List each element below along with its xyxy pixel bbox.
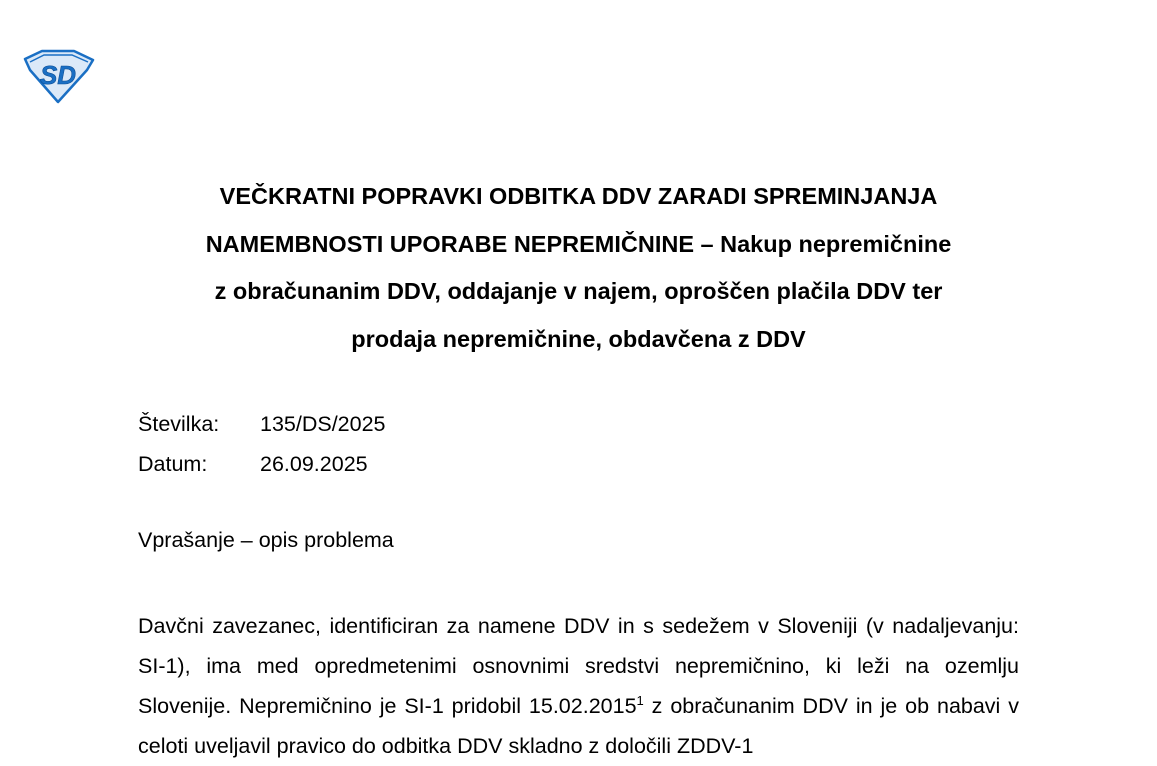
date-label: Datum: xyxy=(138,452,208,476)
body-text-part-1: Davčni zavezanec, identificiran za namene DDV in s sedežem v Sloveniji (v nadaljevanju: SI-1), ima med opredmetenimi osnovnimi sredstvi nepremičnino, ki leži na ozemlju Slovenije. Nepremičnino je SI-1 pridobil 15.02.2015 xyxy=(138,614,1019,718)
section-heading: Vprašanje – opis problema xyxy=(138,528,394,552)
body-text-part-2: z obračunanim DDV in je ob nabavi v celoti uveljavil pravico do odbitka DDV skladno z določili ZDDV-1 xyxy=(138,694,1020,758)
document-meta xyxy=(138,404,386,484)
sd-logo-icon xyxy=(22,48,96,104)
title-line-1: VEČKRATNI POPRAVKI ODBITKA DDV ZARADI SPREMINJANJA xyxy=(219,183,938,209)
number-label: Številka: xyxy=(138,412,220,436)
footnote-reference[interactable]: 1 xyxy=(636,692,644,708)
body-paragraph xyxy=(138,606,1019,766)
title-line-4: prodaja nepremičnine, obdavčena z DDV xyxy=(351,325,806,352)
date-value: 26.09.2025 xyxy=(260,452,368,476)
meta-date-row xyxy=(138,444,386,484)
logo-text: SD xyxy=(39,60,77,90)
meta-number-row xyxy=(138,404,386,444)
document-title xyxy=(120,173,1037,363)
number-value: 135/DS/2025 xyxy=(260,412,386,436)
title-line-2: NAMEMBNOSTI UPORABE NEPREMIČNINE – Nakup nepremičnine xyxy=(205,230,952,257)
title-line-3: z obračunanim DDV, oddajanje v najem, oproščen plačila DDV ter xyxy=(214,278,943,304)
